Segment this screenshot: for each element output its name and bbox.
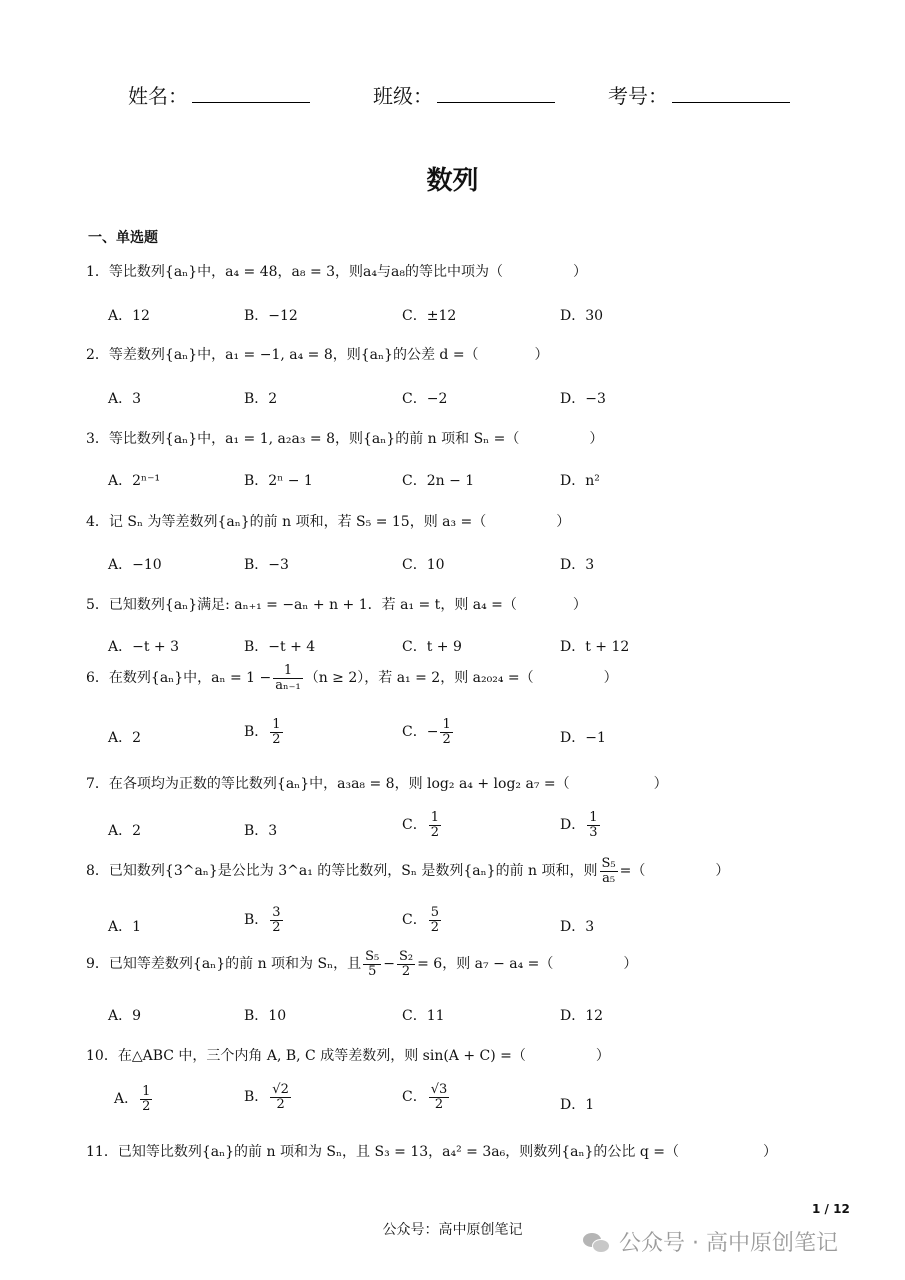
q10-oa-num: 1 (142, 1084, 151, 1099)
q10-option-b-label: B． (244, 1089, 269, 1106)
q8-option-d[interactable]: D．3 (560, 919, 595, 935)
q7-option-d[interactable] (560, 811, 602, 839)
q3-option-c[interactable]: C．2n − 1 (402, 473, 475, 489)
q8-option-b-frac (270, 906, 282, 934)
q4-option-d[interactable]: D．3 (560, 557, 595, 573)
q7-option-d-label: D． (560, 817, 586, 834)
q4-option-b[interactable]: B．−3 (244, 557, 289, 573)
q10-oc-den: 2 (434, 1096, 444, 1112)
q10-oa-den: 2 (142, 1098, 151, 1114)
q8-option-b-label: B． (244, 912, 269, 929)
q7-oc-den: 2 (430, 824, 439, 840)
q10-option-a[interactable] (114, 1085, 154, 1113)
q10-option-a-label: A． (114, 1091, 139, 1108)
question-11: 11．已知等比数列{aₙ}的前 n 项和为 Sₙ，且 S₃ = 13，a₄² = 3a₆，则数列{aₙ}的公比 q =（ ） (86, 1144, 778, 1160)
q6-text-a: 6．在数列{aₙ}中，aₙ = 1 − (86, 670, 272, 687)
q8-frac-num: S₅ (601, 856, 616, 871)
q9-option-c[interactable]: C．11 (402, 1008, 445, 1024)
watermark (583, 1226, 838, 1257)
page-title: 数列 (426, 166, 479, 196)
q9-option-d[interactable]: D．12 (560, 1008, 604, 1024)
q6-oc-num: 1 (442, 717, 451, 732)
q10-option-c-frac (429, 1083, 450, 1111)
q8-text-a: 8．已知数列{3^aₙ}是公比为 3^a₁ 的等比数列，Sₙ 是数列{aₙ}的前 n 项和，则 (86, 863, 598, 880)
name-blank[interactable] (192, 86, 310, 103)
q9-option-a[interactable]: A．9 (108, 1008, 142, 1024)
wechat-icon (583, 1231, 611, 1253)
q5-option-d[interactable]: D．t + 12 (560, 639, 630, 655)
name-label: 姓名： (128, 84, 188, 108)
q3-option-d[interactable]: D．n² (560, 473, 600, 489)
class-field (373, 80, 555, 109)
q3-option-b[interactable]: B．2ⁿ − 1 (244, 473, 313, 489)
id-field (608, 80, 790, 109)
page-number: 1 / 12 (812, 1202, 850, 1216)
q10-option-c[interactable] (402, 1083, 451, 1111)
q9-text-b: = 6，则 a₇ − a₄ =（ ） (417, 956, 638, 973)
q9-fraction-1 (363, 950, 381, 978)
q6-option-d[interactable]: D．−1 (560, 730, 606, 746)
q9-option-b[interactable]: B．10 (244, 1008, 287, 1024)
q2-option-d[interactable]: D．−3 (560, 391, 606, 407)
q8-option-b[interactable] (244, 906, 285, 934)
q6-option-c-label: C．− (402, 724, 439, 741)
q6-text-b: （n ≥ 2），若 a₁ = 2，则 a₂₀₂₄ =（ ） (304, 670, 618, 687)
q10-option-b-frac (270, 1083, 291, 1111)
q9-f2-den: 2 (401, 963, 411, 979)
q6-frac-den: aₙ₋₁ (275, 677, 301, 693)
question-4: 4．记 Sₙ 为等差数列{aₙ}的前 n 项和，若 S₅ = 15，则 a₃ =（ ） (86, 514, 571, 530)
q6-ob-den: 2 (272, 731, 281, 747)
q7-option-c-label: C． (402, 817, 427, 834)
question-5: 5．已知数列{aₙ}满足: aₙ₊₁ = −aₙ + n + 1．若 a₁ = t，则 a₄ =（ ） (86, 597, 587, 613)
q7-option-b[interactable]: B．3 (244, 823, 278, 839)
q9-fraction-2 (397, 950, 415, 978)
q1-option-c[interactable]: C．±12 (402, 308, 457, 324)
q6-option-b-frac (270, 718, 282, 746)
q8-option-c[interactable] (402, 906, 443, 934)
q6-option-b[interactable] (244, 718, 285, 746)
question-1: 1．等比数列{aₙ}中，a₄ = 48，a₈ = 3，则a₄与a₈的等比中项为（ ） (86, 264, 587, 280)
section-heading: 一、单选题 (88, 230, 158, 246)
q7-option-c-frac (429, 811, 441, 839)
class-blank[interactable] (437, 86, 555, 103)
q6-option-b-label: B． (244, 724, 269, 741)
q8-option-a[interactable]: A．1 (108, 919, 142, 935)
q6-oc-den: 2 (442, 731, 451, 747)
q1-option-b[interactable]: B．−12 (244, 308, 298, 324)
q2-option-b[interactable]: B．2 (244, 391, 278, 407)
class-label: 班级： (373, 84, 433, 108)
name-field (128, 80, 310, 109)
q7-od-den: 3 (589, 824, 598, 840)
q10-option-a-frac (140, 1085, 152, 1113)
q8-text-b: =（ ） (619, 863, 730, 880)
q10-oc-num: √3 (430, 1082, 448, 1097)
footer-text: 公众号：高中原创笔记 (382, 1222, 523, 1238)
id-label: 考号： (608, 84, 668, 108)
q5-option-b[interactable]: B．−t + 4 (244, 639, 316, 655)
question-10: 10．在△ABC 中，三个内角 A, B, C 成等差数列，则 sin(A + C) =（ ） (86, 1048, 610, 1064)
q10-ob-den: 2 (276, 1096, 285, 1112)
q6-option-c-frac (440, 718, 452, 746)
q2-option-c[interactable]: C．−2 (402, 391, 448, 407)
q9-f1-den: 5 (368, 963, 377, 979)
q6-frac-num: 1 (273, 664, 302, 679)
watermark-text: 公众号 · 高中原创笔记 (619, 1231, 838, 1256)
q5-option-a[interactable]: A．−t + 3 (108, 639, 180, 655)
q8-option-c-label: C． (402, 912, 427, 929)
q8-ob-num: 3 (272, 905, 281, 920)
q8-oc-num: 5 (430, 905, 439, 920)
question-2: 2．等差数列{aₙ}中，a₁ = −1, a₄ = 8，则{aₙ}的公差 d =（ ） (86, 347, 549, 363)
q7-option-d-frac (587, 811, 599, 839)
question-8 (86, 857, 729, 885)
q8-fraction (600, 857, 618, 885)
q4-option-c[interactable]: C．10 (402, 557, 445, 573)
q6-option-a[interactable]: A．2 (108, 730, 142, 746)
q6-ob-num: 1 (272, 717, 281, 732)
q9-f1-num: S₅ (365, 949, 380, 964)
q6-fraction (273, 664, 302, 692)
question-7: 7．在各项均为正数的等比数列{aₙ}中，a₃a₈ = 8，则 log₂ a₄ + log₂ a₇ =（ ） (86, 776, 668, 792)
q6-option-c[interactable] (402, 718, 455, 746)
q7-option-a[interactable]: A．2 (108, 823, 142, 839)
q8-option-c-frac (429, 906, 441, 934)
q5-option-c[interactable]: C．t + 9 (402, 639, 462, 655)
q1-option-d[interactable]: D．30 (560, 308, 604, 324)
q8-ob-den: 2 (272, 919, 281, 935)
q1-option-a[interactable]: A．12 (108, 308, 150, 324)
q3-option-a[interactable]: A．2ⁿ⁻¹ (108, 473, 161, 489)
q10-ob-num: √2 (272, 1082, 289, 1097)
q8-frac-den: a₅ (602, 870, 616, 886)
q7-oc-num: 1 (430, 810, 439, 825)
q9-f2-num: S₂ (399, 949, 414, 964)
q7-option-c[interactable] (402, 811, 443, 839)
question-6 (86, 664, 618, 692)
student-info-row (0, 80, 905, 110)
question-3: 3．等比数列{aₙ}中，a₁ = 1, a₂a₃ = 8，则{aₙ}的前 n 项和 Sₙ =（ ） (86, 431, 604, 447)
q10-option-b[interactable] (244, 1083, 293, 1111)
question-9: 9．已知等差数列{aₙ}的前 n 项和为 Sₙ，且 $\frac{\text{S₅}}{5}$ − $\frac{\text{S₂}}{2}$ = 6，则 a₇ − a₄ =（ ） (86, 949, 638, 979)
q9-text-a: 9．已知等差数列{aₙ}的前 n 项和为 Sₙ，且 (86, 956, 362, 973)
id-blank[interactable] (672, 86, 790, 103)
q7-od-num: 1 (589, 810, 598, 825)
q10-option-d[interactable]: D．1 (560, 1097, 595, 1113)
q4-option-a[interactable]: A．−10 (108, 557, 162, 573)
q8-oc-den: 2 (430, 919, 439, 935)
q10-option-c-label: C． (402, 1089, 427, 1106)
q2-option-a[interactable]: A．3 (108, 391, 142, 407)
